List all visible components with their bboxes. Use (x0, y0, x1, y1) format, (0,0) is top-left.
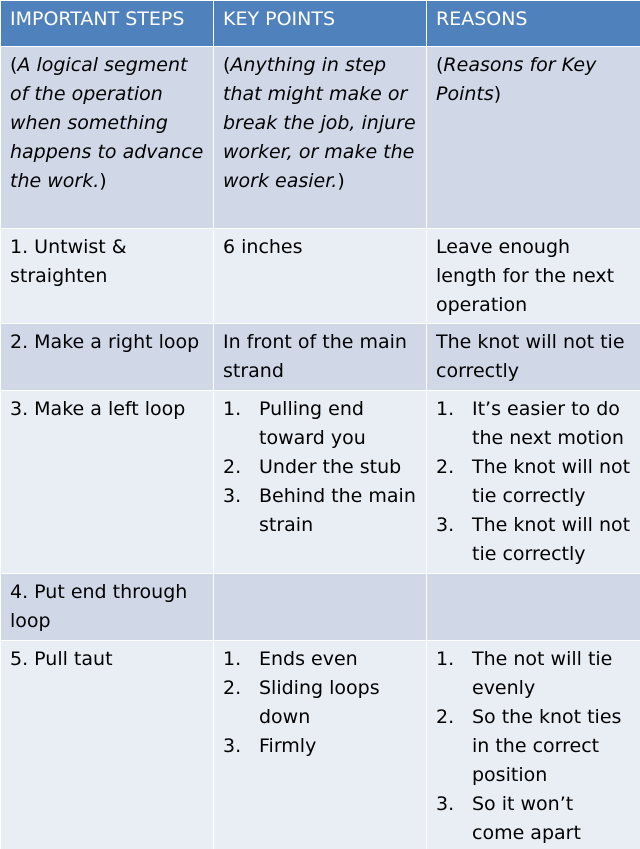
paren-open: ( (10, 54, 18, 76)
list-item (436, 645, 631, 703)
paren-open: ( (436, 54, 444, 76)
list-item (436, 790, 631, 848)
reason-cell (427, 391, 640, 574)
paren-close: ) (337, 170, 345, 192)
list-item (223, 645, 417, 674)
list-item (223, 395, 417, 453)
key-points-description (214, 47, 427, 229)
list-item (223, 482, 417, 540)
header-reasons: REASONS (427, 1, 640, 47)
list-number: 2. (223, 677, 242, 699)
table-row (1, 574, 640, 641)
list-item (223, 732, 417, 761)
list-item-text: Sliding loops down (259, 677, 380, 728)
key-points-description-text: Anything in step that might make or break the job, injure worker, or make the work easier. (223, 54, 416, 192)
reasons-description (427, 47, 640, 229)
list-item-text: Firmly (259, 735, 317, 757)
reason-cell: Leave enough length for the next operation (427, 229, 640, 324)
step-cell: 5. Pull taut (1, 641, 214, 849)
header-important-steps: IMPORTANT STEPS (1, 1, 214, 47)
list-number: 1. (436, 398, 455, 420)
steps-description-text: A logical segment of the operation when something happens to advance the work. (10, 54, 204, 192)
paren-open: ( (223, 54, 231, 76)
table-row (1, 641, 640, 849)
step-cell: 1. Untwist & straighten (1, 229, 214, 324)
step-cell: 2. Make a right loop (1, 324, 214, 391)
key-point-cell (214, 574, 427, 641)
paren-close: ) (493, 83, 502, 105)
list-item (223, 453, 417, 482)
paren-close: ) (99, 170, 107, 192)
list-item-text: Pulling end toward you (259, 398, 366, 449)
list-number: 3. (436, 514, 455, 536)
key-points-list (223, 395, 417, 540)
table-row (1, 391, 640, 574)
reasons-description-text: Reasons for Key Points (436, 54, 597, 105)
key-points-list (223, 645, 417, 761)
list-number: 3. (223, 485, 242, 507)
list-item (223, 674, 417, 732)
key-point-cell (214, 641, 427, 849)
list-item (436, 511, 631, 569)
list-item-text: The not will tie evenly (472, 648, 613, 699)
list-item-text: Ends even (259, 648, 358, 670)
list-number: 1. (223, 398, 242, 420)
list-item-text: Behind the main strain (259, 485, 416, 536)
step-cell: 4. Put end through loop (1, 574, 214, 641)
list-item-text: The knot will not tie correctly (472, 514, 631, 565)
description-row (1, 47, 640, 229)
table-row (1, 324, 640, 391)
key-point-cell: 6 inches (214, 229, 427, 324)
list-item-text: The knot will not tie correctly (472, 456, 631, 507)
list-item (436, 395, 631, 453)
list-item-text: Under the stub (259, 456, 402, 478)
list-number: 3. (436, 793, 455, 815)
table-row (1, 229, 640, 324)
header-row (1, 1, 640, 47)
list-number: 3. (223, 735, 242, 757)
header-key-points: KEY POINTS (214, 1, 427, 47)
list-item (436, 703, 631, 790)
reason-cell: The knot will not tie correctly (427, 324, 640, 391)
key-point-cell (214, 391, 427, 574)
list-item-text: It’s easier to do the next motion (472, 398, 624, 449)
list-number: 1. (223, 648, 242, 670)
list-number: 2. (436, 456, 455, 478)
list-item-text: So the knot ties in the correct position (472, 706, 622, 786)
reason-cell (427, 641, 640, 849)
steps-description (1, 47, 214, 229)
step-cell: 3. Make a left loop (1, 391, 214, 574)
key-point-cell: In front of the main strand (214, 324, 427, 391)
reasons-list (436, 395, 631, 569)
list-item-text: So it won’t come apart (472, 793, 581, 844)
reasons-list (436, 645, 631, 848)
list-number: 2. (436, 706, 455, 728)
list-number: 1. (436, 648, 455, 670)
list-item (436, 453, 631, 511)
reason-cell (427, 574, 640, 641)
list-number: 2. (223, 456, 242, 478)
